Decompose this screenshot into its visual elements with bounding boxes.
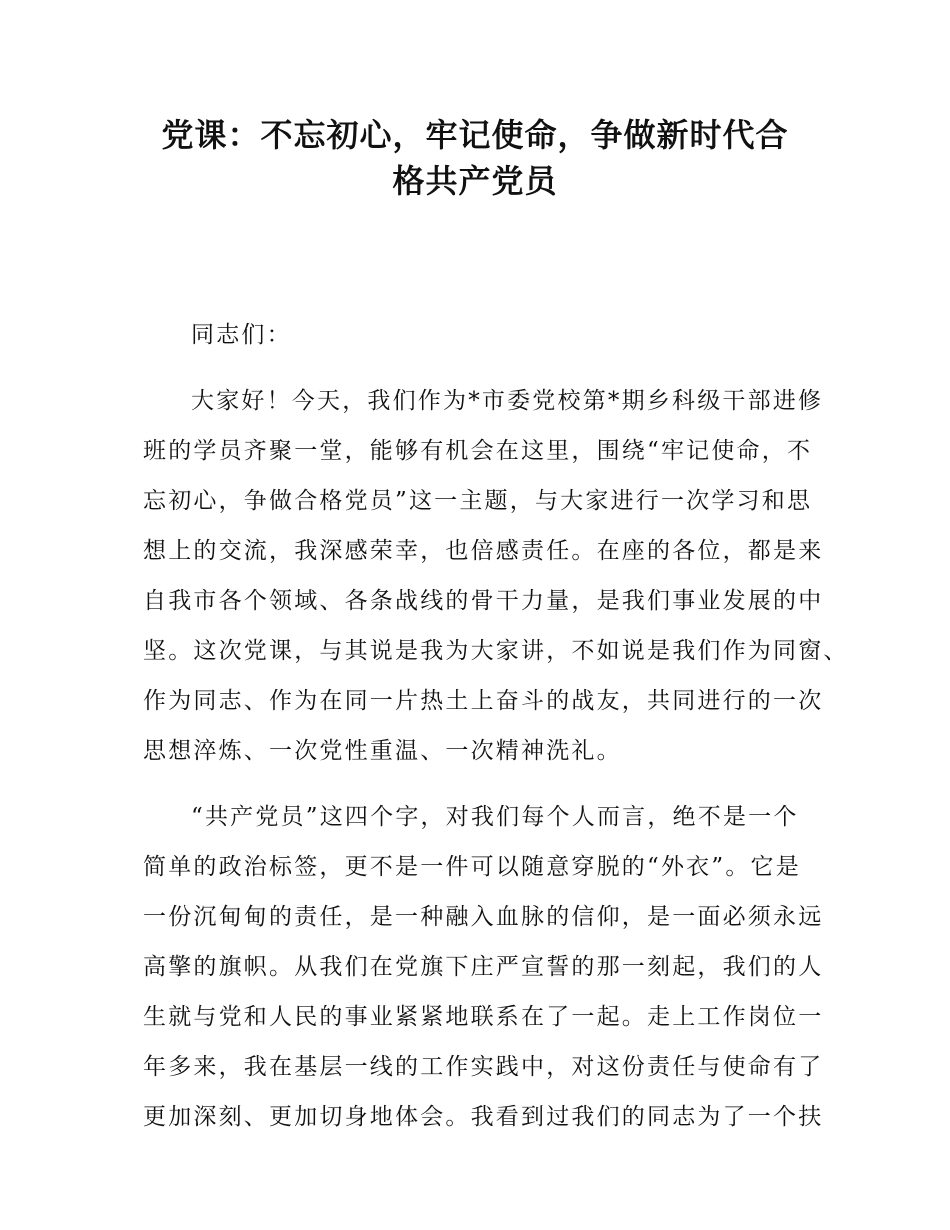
text-line: 忘初心，争做合格党员”这一主题，与大家进行一次学习和思	[143, 488, 813, 514]
text-line: 自我市各个领域、各条战线的骨干力量，是我们事业发展的中	[143, 588, 824, 614]
text-line: 大家好！今天，我们作为*市委党校第*期乡科级干部进修	[191, 388, 824, 414]
text-line: 年多来，我在基层一线的工作实践中，对这份责任与使命有了	[143, 1054, 824, 1080]
document-title	[100, 112, 850, 204]
text-line: 同志们：	[191, 322, 292, 348]
text-line: 简单的政治标签，更不是一件可以随意穿脱的“外衣”。它是	[143, 854, 801, 880]
text-line: 高擎的旗帜。从我们在党旗下庄严宣誓的那一刻起，我们的人	[143, 954, 824, 980]
title-line-1: 党课：不忘初心，牢记使命，争做新时代合	[161, 116, 789, 154]
text-line: 坚。这次党课，与其说是我为大家讲，不如说是我们作为同窗、	[143, 638, 849, 664]
title-line-2: 格共产党员	[392, 162, 558, 200]
text-line: 更加深刻、更加切身地体会。我看到过我们的同志为了一个扶	[143, 1104, 824, 1130]
text-line: 作为同志、作为在同一片热土上奋斗的战友，共同进行的一次	[143, 688, 824, 714]
document-body	[143, 310, 849, 1158]
paragraph-2	[143, 792, 824, 1142]
text-line: 思想淬炼、一次党性重温、一次精神洗礼。	[143, 738, 622, 764]
text-line: 一份沉甸甸的责任，是一种融入血脉的信仰，是一面必须永远	[143, 904, 824, 930]
text-line: “共产党员”这四个字，对我们每个人而言，绝不是一个	[191, 804, 799, 830]
paragraph-greeting	[143, 310, 809, 360]
paragraph-1	[143, 376, 849, 776]
text-line: 想上的交流，我深感荣幸，也倍感责任。在座的各位，都是来	[143, 538, 824, 564]
text-line: 生就与党和人民的事业紧紧地联系在了一起。走上工作岗位一	[143, 1004, 824, 1030]
text-line: 班的学员齐聚一堂，能够有机会在这里，围绕“牢记使命，不	[143, 438, 813, 464]
